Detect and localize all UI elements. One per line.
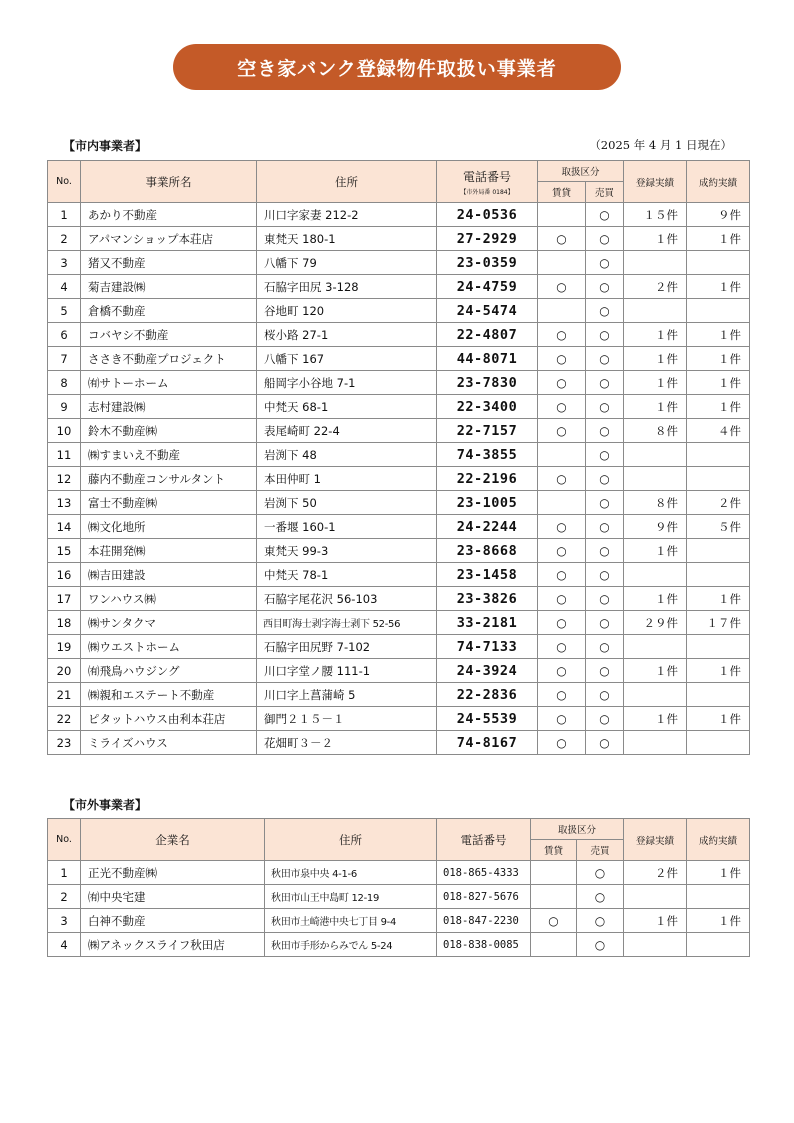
registered-count: ８件 xyxy=(624,419,687,443)
business-name: ㈱吉田建設 xyxy=(81,563,257,587)
tel-cell: 23-0359 xyxy=(437,251,538,275)
registered-count: １件 xyxy=(624,395,687,419)
sale-mark: ○ xyxy=(586,539,624,563)
business-name: 正光不動産㈱ xyxy=(81,861,265,885)
contracted-count: １件 xyxy=(687,227,750,251)
table-row xyxy=(48,563,750,587)
rent-mark: ○ xyxy=(538,371,586,395)
business-name: ㈱サンタクマ xyxy=(81,611,257,635)
row-number: 4 xyxy=(48,933,81,957)
registered-count: １件 xyxy=(624,347,687,371)
table-row xyxy=(48,371,750,395)
city-table xyxy=(47,160,750,755)
tel-cell: 33-2181 xyxy=(437,611,538,635)
address-cell: 岩渕下 50 xyxy=(257,491,437,515)
row-number: 17 xyxy=(48,587,81,611)
table-row xyxy=(48,587,750,611)
table-row xyxy=(48,443,750,467)
address-cell: 中梵天 68-1 xyxy=(257,395,437,419)
tel-cell: 018-827-5676 xyxy=(437,885,531,909)
tel-header-label: 電話番号 xyxy=(462,169,511,184)
sale-mark: ○ xyxy=(586,227,624,251)
contracted-count xyxy=(687,251,750,275)
registered-count: ８件 xyxy=(624,491,687,515)
business-name: ㈱文化地所 xyxy=(81,515,257,539)
business-name: ㈱すまいえ不動産 xyxy=(81,443,257,467)
tel-cell: 22-4807 xyxy=(437,323,538,347)
sale-mark: ○ xyxy=(586,299,624,323)
contracted-count xyxy=(687,443,750,467)
contracted-count: ９件 xyxy=(687,203,750,227)
address-cell: 八幡下 167 xyxy=(257,347,437,371)
business-name: 志村建設㈱ xyxy=(81,395,257,419)
table-row xyxy=(48,467,750,491)
table-row xyxy=(48,491,750,515)
contracted-count: ２件 xyxy=(687,491,750,515)
business-name: ㈲サトーホーム xyxy=(81,371,257,395)
business-name: ミライズハウス xyxy=(81,731,257,755)
row-number: 2 xyxy=(48,227,81,251)
tel-cell: 44-8071 xyxy=(437,347,538,371)
row-number: 21 xyxy=(48,683,81,707)
address-cell: 御門２１５－１ xyxy=(257,707,437,731)
contracted-count: ５件 xyxy=(687,515,750,539)
table-row xyxy=(48,861,750,885)
rent-mark xyxy=(538,203,586,227)
sale-mark: ○ xyxy=(586,491,624,515)
tel-cell: 22-7157 xyxy=(437,419,538,443)
col-header-registered: 登録実績 xyxy=(624,819,687,861)
rent-mark: ○ xyxy=(538,275,586,299)
registered-count xyxy=(624,933,687,957)
address-cell: 東梵天 99-3 xyxy=(257,539,437,563)
contracted-count: ４件 xyxy=(687,419,750,443)
contracted-count xyxy=(687,683,750,707)
tel-cell: 74-8167 xyxy=(437,731,538,755)
registered-count: ２９件 xyxy=(624,611,687,635)
row-number: 9 xyxy=(48,395,81,419)
registered-count xyxy=(624,251,687,275)
contracted-count: １件 xyxy=(687,323,750,347)
col-header-registered: 登録実績 xyxy=(624,161,687,203)
sale-mark: ○ xyxy=(586,587,624,611)
business-name: ㈱親和エステート不動産 xyxy=(81,683,257,707)
rent-mark: ○ xyxy=(531,909,577,933)
tel-cell: 24-5539 xyxy=(437,707,538,731)
registered-count: １件 xyxy=(624,539,687,563)
tel-cell: 24-0536 xyxy=(437,203,538,227)
tel-cell: 018-865-4333 xyxy=(437,861,531,885)
tel-cell: 22-3400 xyxy=(437,395,538,419)
sale-mark: ○ xyxy=(586,371,624,395)
business-name: 猪又不動産 xyxy=(81,251,257,275)
address-cell: 秋田市手形からみでん 5-24 xyxy=(265,933,437,957)
registered-count xyxy=(624,635,687,659)
tel-cell: 018-838-0085 xyxy=(437,933,531,957)
contracted-count xyxy=(687,933,750,957)
contracted-count: １件 xyxy=(687,707,750,731)
tel-cell: 23-8668 xyxy=(437,539,538,563)
col-header-tel: 電話番号 xyxy=(437,819,531,861)
contracted-count: １件 xyxy=(687,659,750,683)
business-name: ㈲飛鳥ハウジング xyxy=(81,659,257,683)
rent-mark: ○ xyxy=(538,563,586,587)
row-number: 10 xyxy=(48,419,81,443)
registered-count xyxy=(624,731,687,755)
contracted-count xyxy=(687,563,750,587)
outside-table xyxy=(47,818,750,957)
col-header-name: 企業名 xyxy=(81,819,265,861)
sale-mark: ○ xyxy=(586,395,624,419)
sale-mark: ○ xyxy=(586,275,624,299)
business-name: 藤内不動産コンサルタント xyxy=(81,467,257,491)
rent-mark xyxy=(531,861,577,885)
rent-mark: ○ xyxy=(538,587,586,611)
table-row xyxy=(48,885,750,909)
row-number: 13 xyxy=(48,491,81,515)
contracted-count: １件 xyxy=(687,861,750,885)
table-row xyxy=(48,683,750,707)
table-row xyxy=(48,203,750,227)
registered-count: １件 xyxy=(624,371,687,395)
row-number: 20 xyxy=(48,659,81,683)
address-cell: 桜小路 27-1 xyxy=(257,323,437,347)
registered-count: １件 xyxy=(624,659,687,683)
table-row xyxy=(48,933,750,957)
tel-cell: 22-2196 xyxy=(437,467,538,491)
tel-cell: 018-847-2230 xyxy=(437,909,531,933)
business-name: コバヤシ不動産 xyxy=(81,323,257,347)
row-number: 16 xyxy=(48,563,81,587)
sale-mark: ○ xyxy=(586,347,624,371)
row-number: 7 xyxy=(48,347,81,371)
address-cell: 本田仲町 1 xyxy=(257,467,437,491)
registered-count: １件 xyxy=(624,323,687,347)
address-cell: 花畑町３－２ xyxy=(257,731,437,755)
row-number: 3 xyxy=(48,909,81,933)
rent-mark: ○ xyxy=(538,707,586,731)
contracted-count: １件 xyxy=(687,275,750,299)
table-row xyxy=(48,731,750,755)
col-header-address: 住所 xyxy=(257,161,437,203)
sale-mark: ○ xyxy=(577,885,624,909)
rent-mark: ○ xyxy=(538,611,586,635)
contracted-count: １件 xyxy=(687,371,750,395)
outside-section-label: 【市外事業者】 xyxy=(63,798,148,812)
address-cell: 川口字堂ノ腰 111-1 xyxy=(257,659,437,683)
business-name: 白神不動産 xyxy=(81,909,265,933)
rent-mark: ○ xyxy=(538,515,586,539)
row-number: 3 xyxy=(48,251,81,275)
contracted-count: １件 xyxy=(687,587,750,611)
row-number: 8 xyxy=(48,371,81,395)
tel-header-note: 【市外局番 0184】 xyxy=(460,188,514,196)
sale-mark: ○ xyxy=(577,861,624,885)
address-cell: 岩渕下 48 xyxy=(257,443,437,467)
rent-mark: ○ xyxy=(538,731,586,755)
sale-mark: ○ xyxy=(586,323,624,347)
col-header-sale: 売買 xyxy=(586,182,624,203)
contracted-count: １件 xyxy=(687,395,750,419)
table-row xyxy=(48,659,750,683)
rent-mark xyxy=(538,443,586,467)
sale-mark: ○ xyxy=(586,707,624,731)
rent-mark: ○ xyxy=(538,323,586,347)
row-number: 1 xyxy=(48,203,81,227)
tel-cell: 22-2836 xyxy=(437,683,538,707)
business-name: ささき不動産プロジェクト xyxy=(81,347,257,371)
row-number: 4 xyxy=(48,275,81,299)
city-section-label: 【市内事業者】 xyxy=(63,139,148,153)
address-cell: 表尾崎町 22-4 xyxy=(257,419,437,443)
table-row xyxy=(48,539,750,563)
business-name: ㈱アネックスライフ秋田店 xyxy=(81,933,265,957)
contracted-count: １件 xyxy=(687,347,750,371)
row-number: 11 xyxy=(48,443,81,467)
address-cell: 船岡字小谷地 7-1 xyxy=(257,371,437,395)
registered-count: １件 xyxy=(624,707,687,731)
row-number: 18 xyxy=(48,611,81,635)
rent-mark xyxy=(538,251,586,275)
table-row xyxy=(48,635,750,659)
tel-cell: 27-2929 xyxy=(437,227,538,251)
row-number: 14 xyxy=(48,515,81,539)
sale-mark: ○ xyxy=(586,563,624,587)
rent-mark: ○ xyxy=(538,659,586,683)
address-cell: 八幡下 79 xyxy=(257,251,437,275)
table-row xyxy=(48,909,750,933)
sale-mark: ○ xyxy=(577,933,624,957)
col-header-contracted: 成約実績 xyxy=(687,161,750,203)
rent-mark: ○ xyxy=(538,395,586,419)
row-number: 15 xyxy=(48,539,81,563)
rent-mark xyxy=(538,299,586,323)
registered-count: １５件 xyxy=(624,203,687,227)
contracted-count xyxy=(687,539,750,563)
address-cell: 谷地町 120 xyxy=(257,299,437,323)
tel-cell: 23-1458 xyxy=(437,563,538,587)
business-name: 倉橋不動産 xyxy=(81,299,257,323)
rent-mark: ○ xyxy=(538,419,586,443)
business-name: 鈴木不動産㈱ xyxy=(81,419,257,443)
rent-mark xyxy=(531,933,577,957)
col-header-no: No. xyxy=(48,819,81,861)
tel-cell: 24-5474 xyxy=(437,299,538,323)
address-cell: 川口字家妻 212-2 xyxy=(257,203,437,227)
sale-mark: ○ xyxy=(586,731,624,755)
tel-cell: 74-7133 xyxy=(437,635,538,659)
rent-mark: ○ xyxy=(538,683,586,707)
address-cell: 西目町海士剥字海士剥下 52-56 xyxy=(257,611,437,635)
business-name: ㈱ウエストホーム xyxy=(81,635,257,659)
contracted-count: １件 xyxy=(687,909,750,933)
row-number: 23 xyxy=(48,731,81,755)
registered-count: ９件 xyxy=(624,515,687,539)
registered-count xyxy=(624,443,687,467)
col-header-category: 取扱区分 xyxy=(538,161,624,182)
rent-mark: ○ xyxy=(538,347,586,371)
address-cell: 秋田市山王中島町 12-19 xyxy=(265,885,437,909)
contracted-count xyxy=(687,299,750,323)
address-cell: 秋田市土崎港中央七丁目 9-4 xyxy=(265,909,437,933)
registered-count: １件 xyxy=(624,227,687,251)
address-cell: 石脇字田尻 3-128 xyxy=(257,275,437,299)
rent-mark xyxy=(531,885,577,909)
rent-mark: ○ xyxy=(538,635,586,659)
sale-mark: ○ xyxy=(586,467,624,491)
sale-mark: ○ xyxy=(586,251,624,275)
address-cell: 東梵天 180-1 xyxy=(257,227,437,251)
table-row xyxy=(48,347,750,371)
table-row xyxy=(48,251,750,275)
contracted-count xyxy=(687,467,750,491)
row-number: 12 xyxy=(48,467,81,491)
business-name: アパマンショップ本荘店 xyxy=(81,227,257,251)
table-row xyxy=(48,419,750,443)
as-of-date: （2025 年 4 月 1 日現在） xyxy=(589,138,732,152)
sale-mark: ○ xyxy=(586,683,624,707)
address-cell: 一番堰 160-1 xyxy=(257,515,437,539)
outside-table-body xyxy=(48,861,750,957)
registered-count: １件 xyxy=(624,587,687,611)
registered-count xyxy=(624,563,687,587)
row-number: 5 xyxy=(48,299,81,323)
col-header-contracted: 成約実績 xyxy=(687,819,750,861)
business-name: 菊吉建設㈱ xyxy=(81,275,257,299)
business-name: 本荘開発㈱ xyxy=(81,539,257,563)
page-title: 空き家バンク登録物件取扱い事業者 xyxy=(173,44,621,90)
tel-cell: 23-1005 xyxy=(437,491,538,515)
registered-count xyxy=(624,299,687,323)
table-row xyxy=(48,611,750,635)
table-row xyxy=(48,227,750,251)
row-number: 19 xyxy=(48,635,81,659)
row-number: 22 xyxy=(48,707,81,731)
col-header-category: 取扱区分 xyxy=(531,819,624,840)
sale-mark: ○ xyxy=(577,909,624,933)
sale-mark: ○ xyxy=(586,203,624,227)
business-name: ㈲中央宅建 xyxy=(81,885,265,909)
contracted-count xyxy=(687,635,750,659)
tel-cell: 23-3826 xyxy=(437,587,538,611)
tel-cell: 24-2244 xyxy=(437,515,538,539)
registered-count xyxy=(624,467,687,491)
registered-count: ２件 xyxy=(624,861,687,885)
business-name: ピタットハウス由利本荘店 xyxy=(81,707,257,731)
rent-mark: ○ xyxy=(538,227,586,251)
contracted-count xyxy=(687,731,750,755)
sale-mark: ○ xyxy=(586,635,624,659)
row-number: 1 xyxy=(48,861,81,885)
rent-mark xyxy=(538,491,586,515)
registered-count xyxy=(624,683,687,707)
table-row xyxy=(48,395,750,419)
sale-mark: ○ xyxy=(586,419,624,443)
col-header-tel xyxy=(437,161,538,203)
col-header-address: 住所 xyxy=(265,819,437,861)
city-table-body xyxy=(48,203,750,755)
address-cell: 中梵天 78-1 xyxy=(257,563,437,587)
rent-mark: ○ xyxy=(538,539,586,563)
tel-cell: 24-4759 xyxy=(437,275,538,299)
business-name: あかり不動産 xyxy=(81,203,257,227)
table-row xyxy=(48,275,750,299)
row-number: 2 xyxy=(48,885,81,909)
business-name: ワンハウス㈱ xyxy=(81,587,257,611)
registered-count xyxy=(624,885,687,909)
table-row xyxy=(48,299,750,323)
tel-cell: 24-3924 xyxy=(437,659,538,683)
col-header-rent: 賃貸 xyxy=(531,840,577,861)
table-row xyxy=(48,707,750,731)
table-row xyxy=(48,323,750,347)
row-number: 6 xyxy=(48,323,81,347)
col-header-sale: 売買 xyxy=(577,840,624,861)
address-cell: 秋田市泉中央 4-1-6 xyxy=(265,861,437,885)
address-cell: 石脇字田尻野 7-102 xyxy=(257,635,437,659)
address-cell: 石脇字尾花沢 56-103 xyxy=(257,587,437,611)
sale-mark: ○ xyxy=(586,659,624,683)
business-name: 富士不動産㈱ xyxy=(81,491,257,515)
col-header-rent: 賃貸 xyxy=(538,182,586,203)
registered-count: １件 xyxy=(624,909,687,933)
sale-mark: ○ xyxy=(586,515,624,539)
sale-mark: ○ xyxy=(586,611,624,635)
tel-cell: 23-7830 xyxy=(437,371,538,395)
rent-mark: ○ xyxy=(538,467,586,491)
contracted-count: １７件 xyxy=(687,611,750,635)
tel-cell: 74-3855 xyxy=(437,443,538,467)
col-header-name: 事業所名 xyxy=(81,161,257,203)
col-header-no: No. xyxy=(48,161,81,203)
sale-mark: ○ xyxy=(586,443,624,467)
table-row xyxy=(48,515,750,539)
registered-count: ２件 xyxy=(624,275,687,299)
contracted-count xyxy=(687,885,750,909)
address-cell: 川口字上菖蒲崎 5 xyxy=(257,683,437,707)
